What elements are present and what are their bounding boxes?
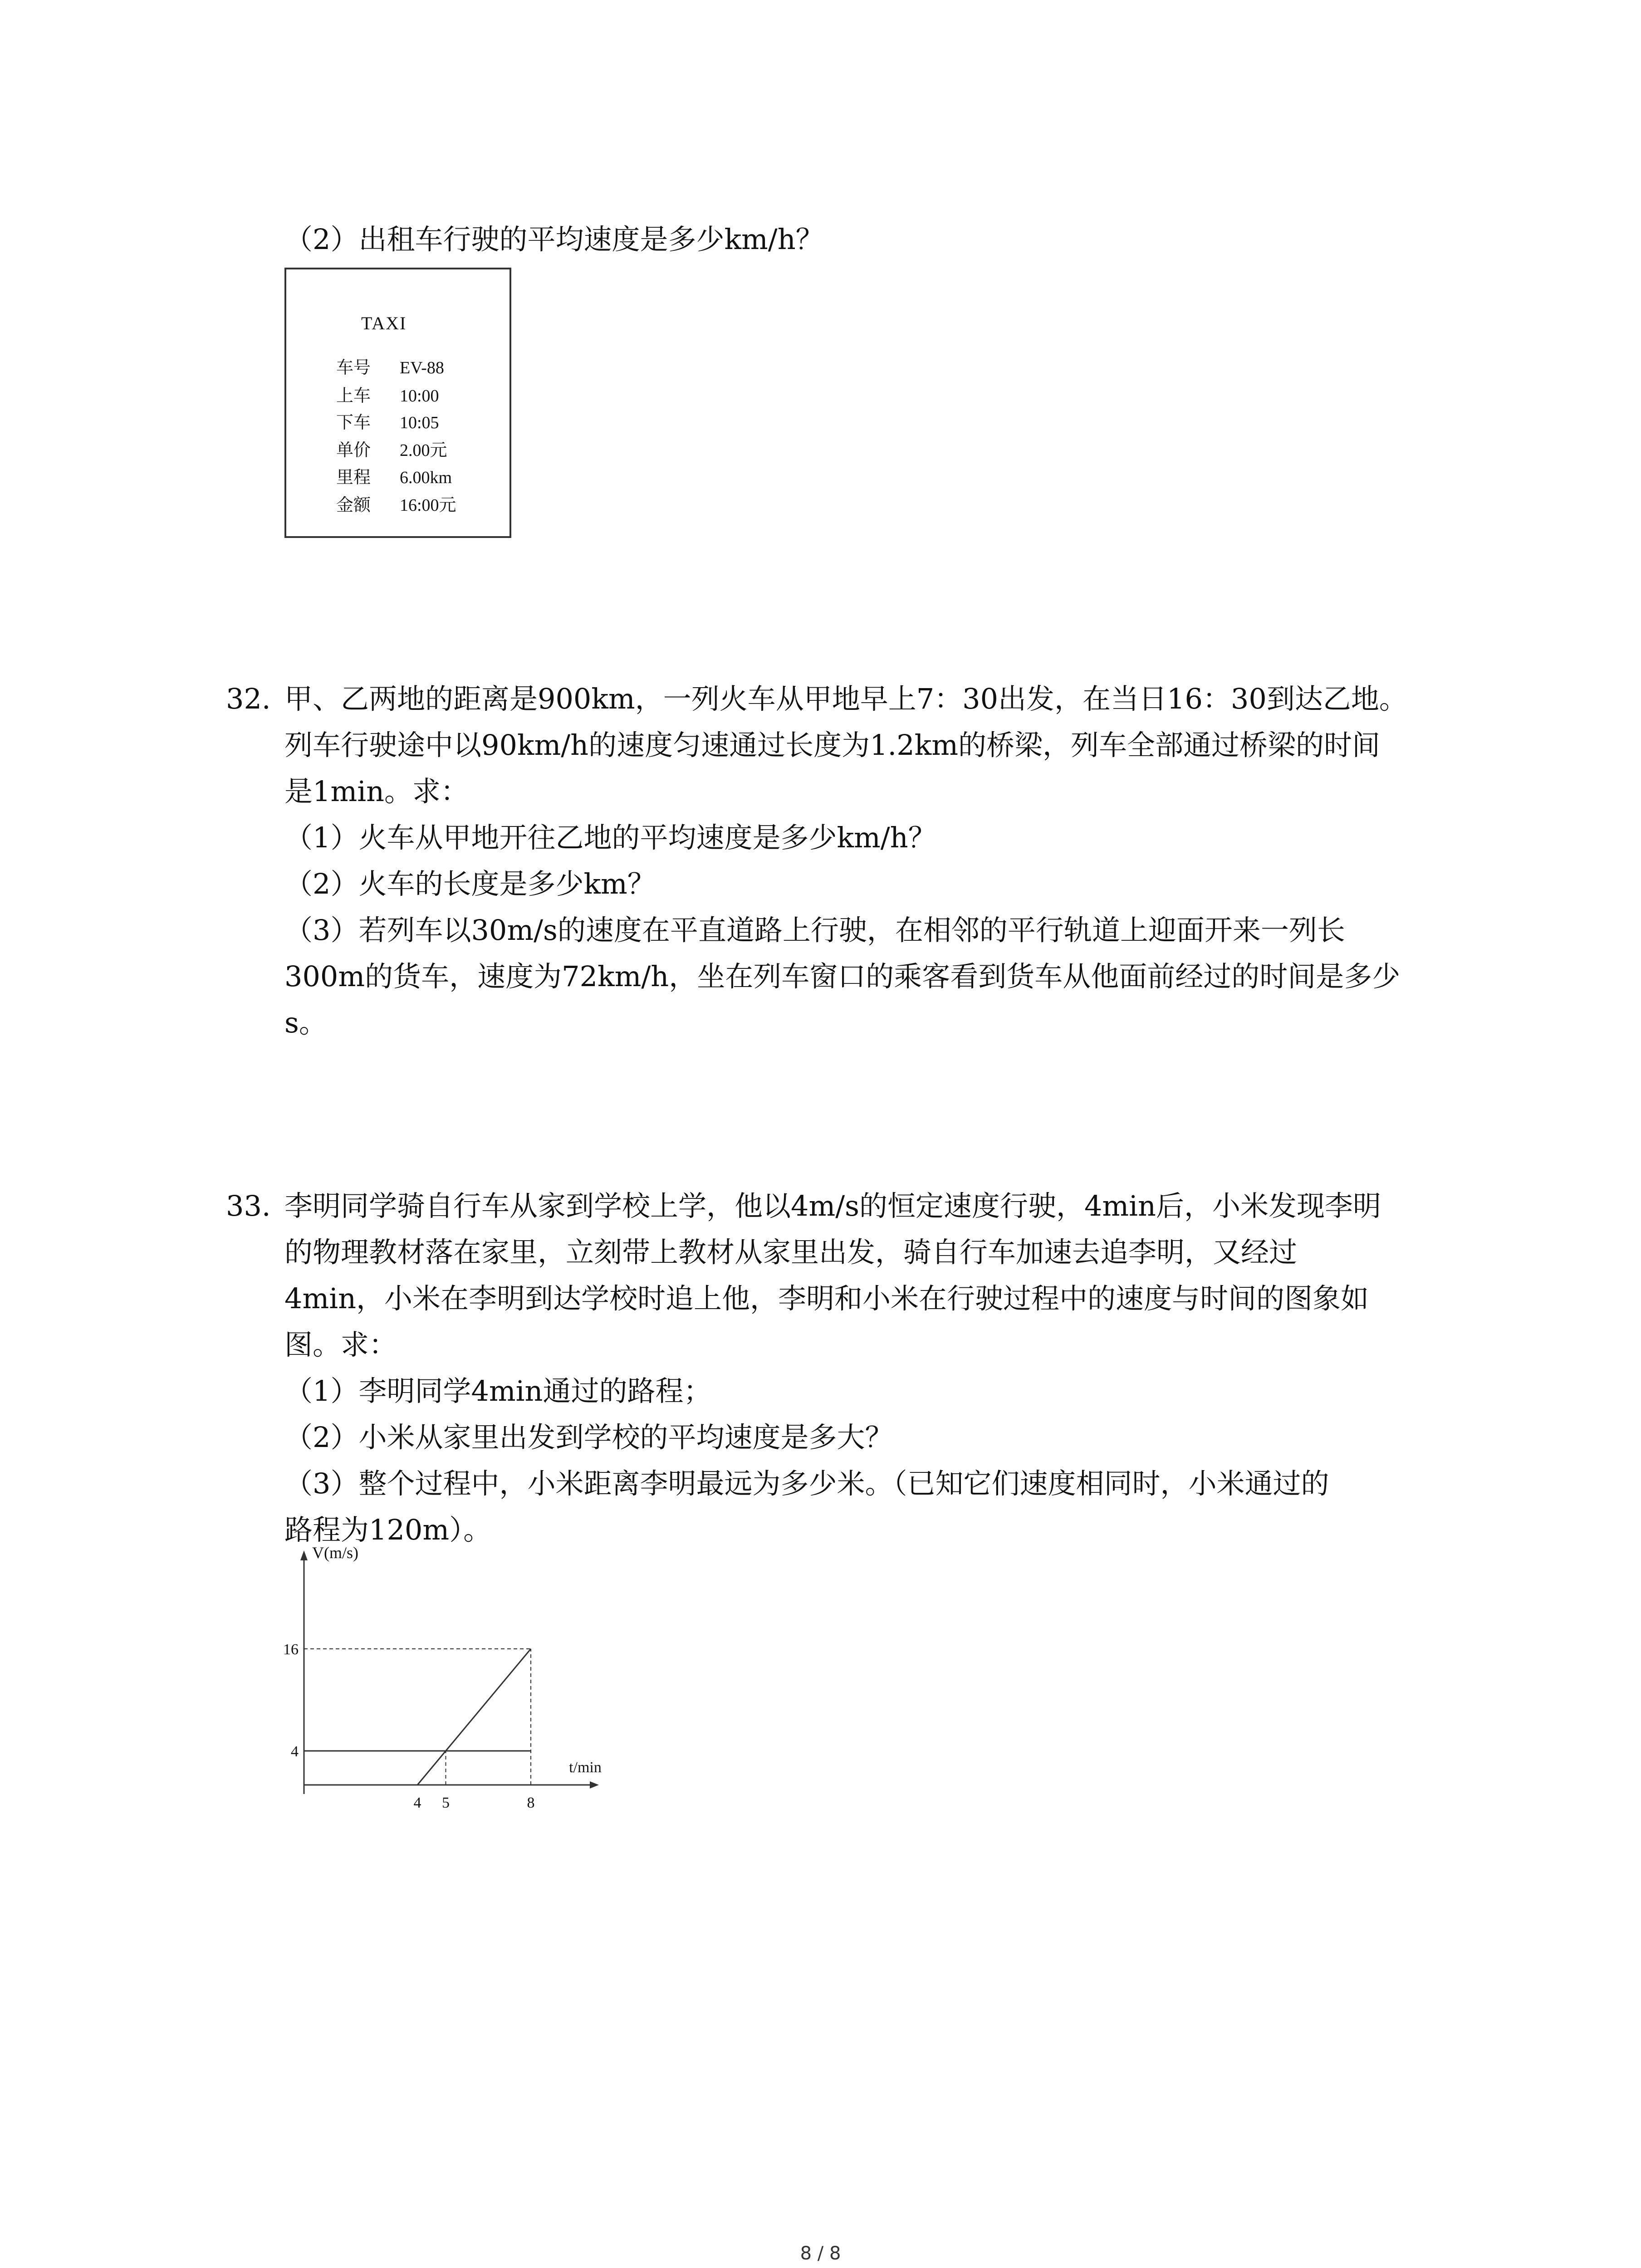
q33-line: 图。求： — [284, 1328, 397, 1361]
receipt-row: 下车 10:05 — [336, 413, 439, 432]
q33-line: 的物理教材落在家里，立刻带上教材从家里出发，骑自行车加速去追李明，又经过 — [284, 1236, 1298, 1269]
q32-line: （3）若列车以30m/s的速度在平直道路上行驶，在相邻的平行轨道上迎面开来一列长 — [284, 914, 1345, 947]
q33-line: 4min，小米在李明到达学校时追上他，李明和小米在行驶过程中的速度与时间的图象如 — [284, 1282, 1369, 1315]
q32-line: 300m的货车，速度为72km/h，坐在列车窗口的乘客看到货车从他面前经过的时间是多少 — [284, 960, 1401, 993]
velocity-time-chart — [272, 1547, 617, 1828]
q32-number: 32. — [226, 682, 271, 715]
q33-line: 李明同学骑自行车从家到学校上学，他以4m/s的恒定速度行驶，4min后，小米发现李明 — [284, 1189, 1381, 1222]
q32-line: （2）火车的长度是多少km？ — [284, 867, 656, 900]
series-xiaomi-line — [417, 1649, 531, 1785]
q32-line: 甲、乙两地的距离是900km，一列火车从甲地早上7：30出发，在当日16：30到达乙地。 — [284, 682, 1407, 715]
receipt-row: 里程 6.00km — [336, 468, 452, 487]
q33-line: 路程为120m）。 — [284, 1513, 492, 1546]
receipt-row: 车号 EV-88 — [336, 358, 444, 377]
receipt-title: TAXI — [361, 313, 407, 333]
y-axis-label: V(m/s) — [312, 1547, 358, 1562]
page-number: 8 / 8 — [800, 2243, 841, 2264]
receipt-row: 单价 2.00元 — [336, 441, 447, 460]
x-tick-label: 5 — [442, 1794, 450, 1811]
x-axis-label: t/min — [569, 1759, 602, 1776]
q33-line: （3）整个过程中，小米距离李明最远为多少米。（已知它们速度相同时，小米通过的 — [284, 1467, 1329, 1500]
x-tick-label: 8 — [527, 1794, 535, 1811]
q32-line: 是1min。求： — [284, 775, 469, 808]
x-tick-label: 4 — [413, 1794, 421, 1811]
x-axis-arrow — [590, 1781, 599, 1789]
taxi-receipt — [284, 268, 511, 538]
q33-number: 33. — [226, 1189, 271, 1222]
q32-line: （1）火车从甲地开往乙地的平均速度是多少km/h？ — [284, 821, 936, 854]
receipt-row: 金额 16:00元 — [336, 496, 456, 515]
q31-part2: （2）出租车行驶的平均速度是多少km/h？ — [284, 223, 824, 256]
q32-line: 列车行驶途中以90km/h的速度匀速通过长度为1.2km的桥梁，列车全部通过桥梁的时间 — [284, 728, 1381, 762]
receipt-row: 上车 10:00 — [336, 386, 439, 406]
q33-line: （2）小米从家里出发到学校的平均速度是多大？ — [284, 1421, 893, 1454]
q33-line: （1）李明同学4min通过的路程； — [284, 1374, 712, 1408]
y-axis-arrow — [300, 1550, 308, 1560]
y-tick-label: 4 — [291, 1743, 299, 1760]
y-tick-label: 16 — [283, 1641, 299, 1658]
q32-line: s。 — [284, 1006, 327, 1039]
